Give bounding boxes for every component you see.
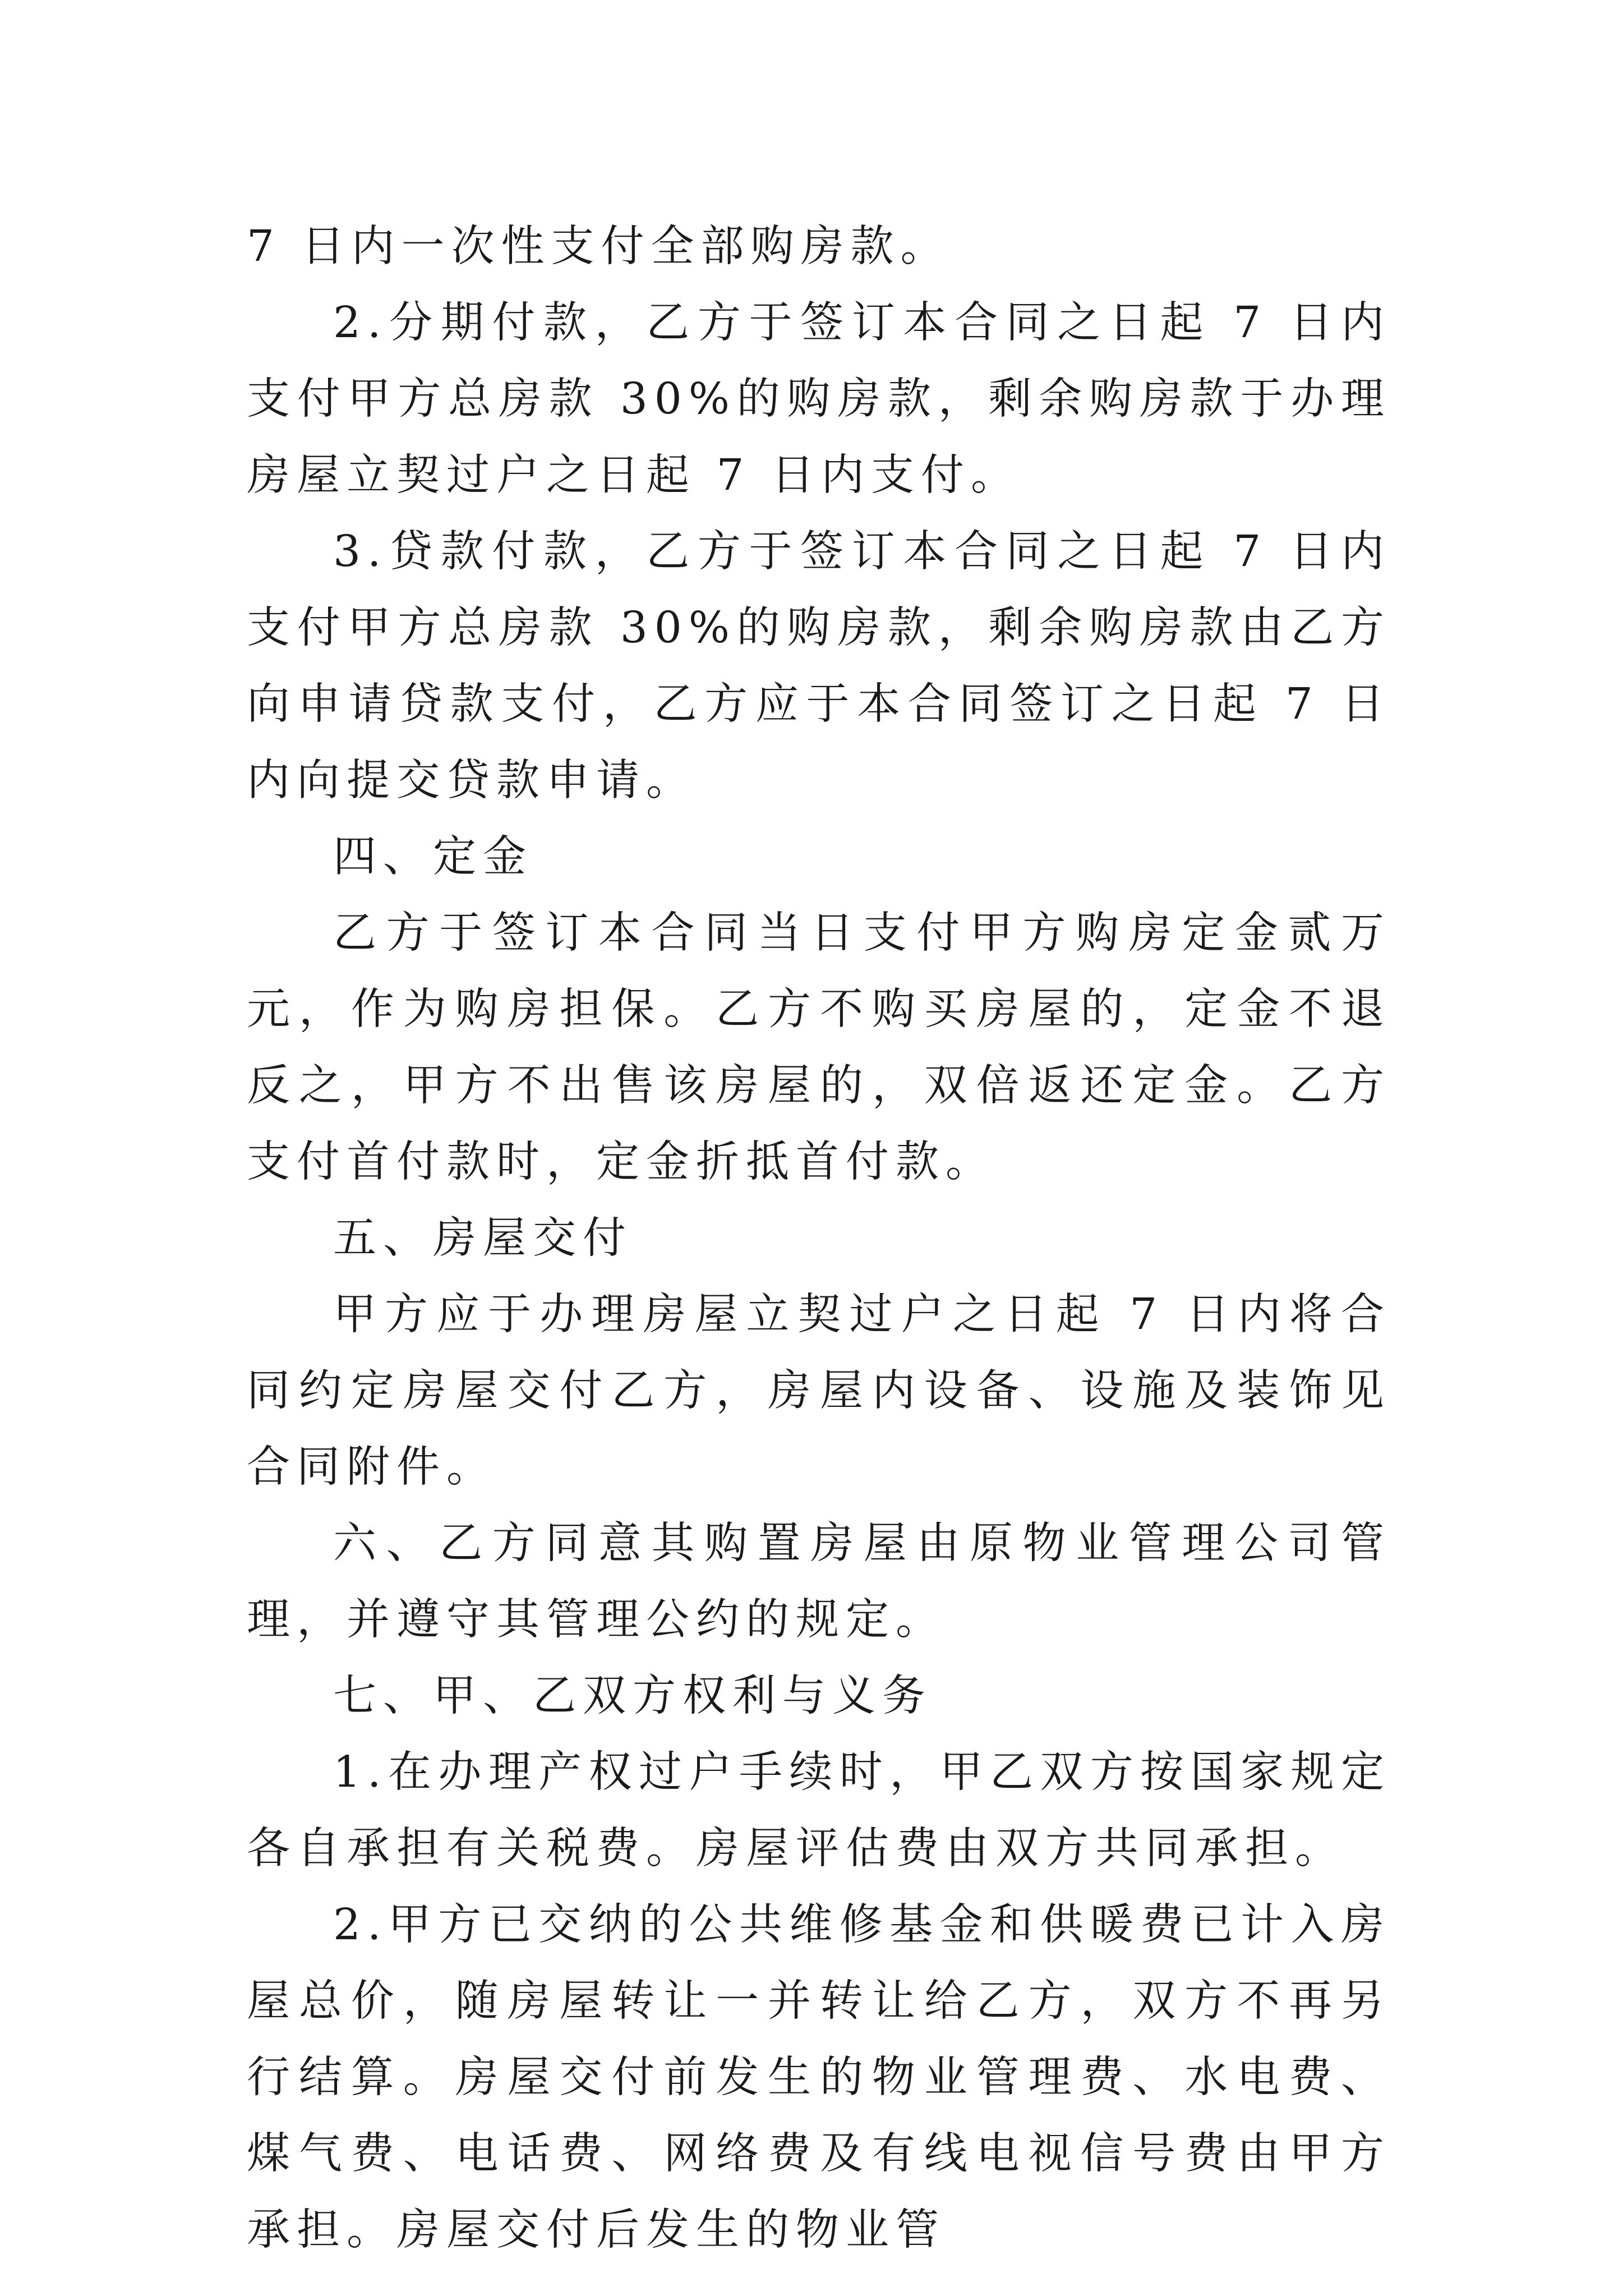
paragraph-continuation: 7 日内一次性支付全部购房款。 [247,222,951,272]
section-heading-delivery: 五、房屋交付 [333,1213,633,1263]
paragraph-taxes: 1.在办理产权过户手续时，甲乙双方按国家规定各自承担有关税费。房屋评估费由双方共同承担。 [247,1747,1391,1874]
paragraph-fees: 2.甲方已交纳的公共维修基金和供暖费已计入房屋总价，随房屋转让一并转让给乙方，双方不再另行结算。房屋交付前发生的物业管理费、水电费、煤气费、电话费、网络费及有线电视信号费由甲方承担。房屋交付后发生的物业管 [247,1900,1391,2255]
paragraph-installment-payment: 2.分期付款，乙方于签订本合同之日起 7 日内支付甲方总房款 30%的购房款，剩余购房款于办理房屋立契过户之日起 7 日内支付。 [247,298,1391,500]
document-body [247,209,1391,2269]
paragraph-delivery: 甲方应于办理房屋立契过户之日起 7 日内将合同约定房屋交付乙方，房屋内设备、设施及装饰见合同附件。 [247,1290,1391,1492]
section-heading-rights-obligations: 七、甲、乙双方权利与义务 [333,1671,932,1721]
section-heading-deposit: 四、定金 [333,832,533,882]
paragraph-deposit: 乙方于签订本合同当日支付甲方购房定金贰万元，作为购房担保。乙方不购买房屋的，定金不退反之，甲方不出售该房屋的，双倍返还定金。乙方支付首付款时，定金折抵首付款。 [247,908,1391,1187]
paragraph-loan-payment: 3.贷款付款，乙方于签订本合同之日起 7 日内支付甲方总房款 30%的购房款，剩余购房款由乙方向申请贷款支付，乙方应于本合同签订之日起 7 日内向提交贷款申请。 [247,527,1391,806]
paragraph-property-management: 六、乙方同意其购置房屋由原物业管理公司管理，并遵守其管理公约的规定。 [247,1519,1391,1645]
